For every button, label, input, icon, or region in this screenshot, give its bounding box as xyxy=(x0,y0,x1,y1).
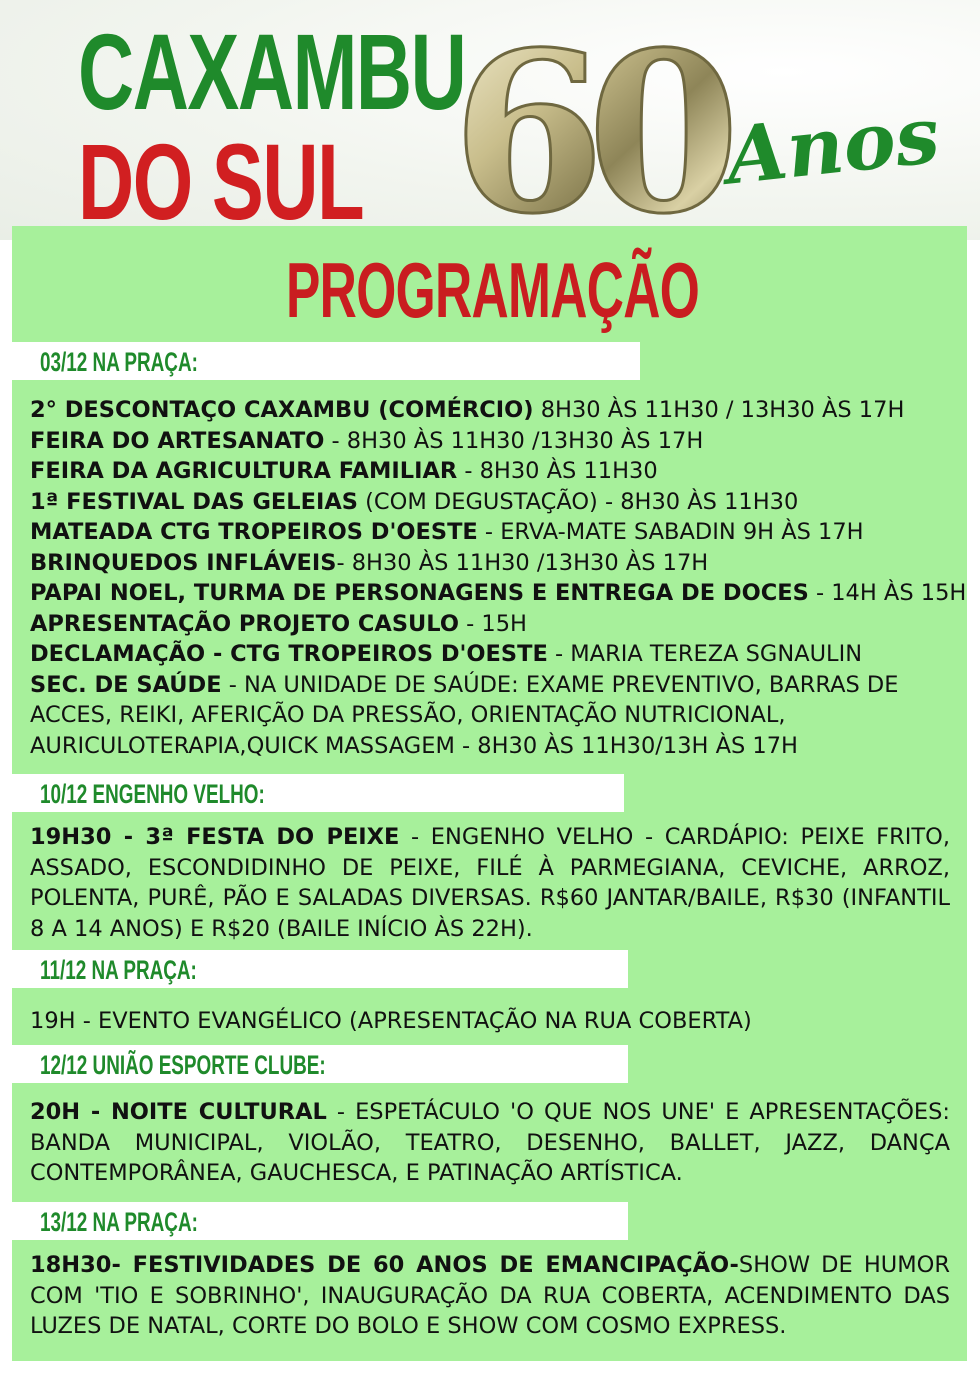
section-header-11-12 xyxy=(12,950,628,988)
event-line: AURICULOTERAPIA,QUICK MASSAGEM - 8H30 ÀS 11H30/13H ÀS 17H xyxy=(30,732,798,759)
event-line: BRINQUEDOS INFLÁVEIS- 8H30 ÀS 11H30 /13H30 ÀS 17H xyxy=(30,549,709,576)
section-body-10-12: 19H30 - 3ª FESTA DO PEIXE - ENGENHO VELHO - CARDÁPIO: PEIXE FRITO, ASSADO, ESCONDIDINHO DE PEIXE, FILÉ À PARMEGIANA, CEVICHE, ARROZ, POLENTA, PURÊ, PÃO E SALADAS DIVERSAS. R$60 JANTAR/BAILE, R$30 (INFANTIL 8 A 14 ANOS) E R$20 (BAILE INÍCIO ÀS 22H). xyxy=(30,824,950,942)
section-header-13-12 xyxy=(12,1202,628,1240)
event-line: MATEADA CTG TROPEIROS D'OESTE - ERVA-MATE SABADIN 9H ÀS 17H xyxy=(30,519,864,545)
section-header-10-12 xyxy=(12,774,624,812)
section-label: 11/12 NA PRAÇA: xyxy=(40,955,197,985)
event-line: ACCES, REIKI, AFERIÇÃO DA PRESSÃO, ORIENTAÇÃO NUTRICIONAL, xyxy=(30,702,786,728)
title-caxambu: CAXAMBU xyxy=(78,11,466,132)
section-body-03-12 xyxy=(30,395,967,761)
section-header-03-12 xyxy=(12,342,640,380)
section-body-12-12: 20H - NOITE CULTURAL - ESPETÁCULO 'O QUE NOS UNE' E APRESENTAÇÕES: BANDA MUNICIPAL, VIOLÃO, TEATRO, DESENHO, BALLET, JAZZ, DANÇA CONTEMPORÂNEA, GAUCHESCA, E PATINAÇÃO ARTÍSTICA. xyxy=(30,1099,950,1186)
event-line: FEIRA DA AGRICULTURA FAMILIAR - 8H30 ÀS 11H30 xyxy=(30,458,658,484)
sixty-years-logo xyxy=(452,18,732,228)
sixty-number: 60 xyxy=(452,18,723,228)
anos-script: Anos xyxy=(722,89,944,203)
section-label: 13/12 NA PRAÇA: xyxy=(40,1207,198,1237)
event-line: SEC. DE SAÚDE - NA UNIDADE DE SAÚDE: EXAME PREVENTIVO, BARRAS DE xyxy=(30,671,899,698)
event-line: APRESENTAÇÃO PROJETO CASULO - 15H xyxy=(30,610,527,637)
title-do-sul: DO SUL xyxy=(78,121,364,242)
section-label: 10/12 ENGENHO VELHO: xyxy=(40,779,265,809)
event-line: PAPAI NOEL, TURMA DE PERSONAGENS E ENTREGA DE DOCES - 14H ÀS 15H xyxy=(30,580,967,606)
section-header-12-12 xyxy=(12,1045,628,1083)
program-title: PROGRAMAÇÃO xyxy=(286,246,700,334)
event-line: 1ª FESTIVAL DAS GELEIAS (COM DEGUSTAÇÃO) - 8H30 ÀS 11H30 xyxy=(30,488,799,515)
section-body-11-12: 19H - EVENTO EVANGÉLICO (APRESENTAÇÃO NA RUA COBERTA) xyxy=(30,1008,752,1034)
event-line: DECLAMAÇÃO - CTG TROPEIROS D'OESTE - MARIA TEREZA SGNAULIN xyxy=(30,641,863,667)
section-label: 03/12 NA PRAÇA: xyxy=(40,347,198,377)
section-body-13-12: 18H30- FESTIVIDADES DE 60 ANOS DE EMANCIPAÇÃO-SHOW DE HUMOR COM 'TIO E SOBRINHO', INAUGURAÇÃO DA RUA COBERTA, ACENDIMENTO DAS LUZES DE NATAL, CORTE DO BOLO E SHOW COM COSMO EXPRESS. xyxy=(30,1252,950,1339)
event-line: 2° DESCONTAÇO CAXAMBU (COMÉRCIO) 8H30 ÀS 11H30 / 13H30 ÀS 17H xyxy=(30,397,905,423)
event-line: FEIRA DO ARTESANATO - 8H30 ÀS 11H30 /13H30 ÀS 17H xyxy=(30,427,704,454)
section-label: 12/12 UNIÃO ESPORTE CLUBE: xyxy=(40,1050,326,1080)
